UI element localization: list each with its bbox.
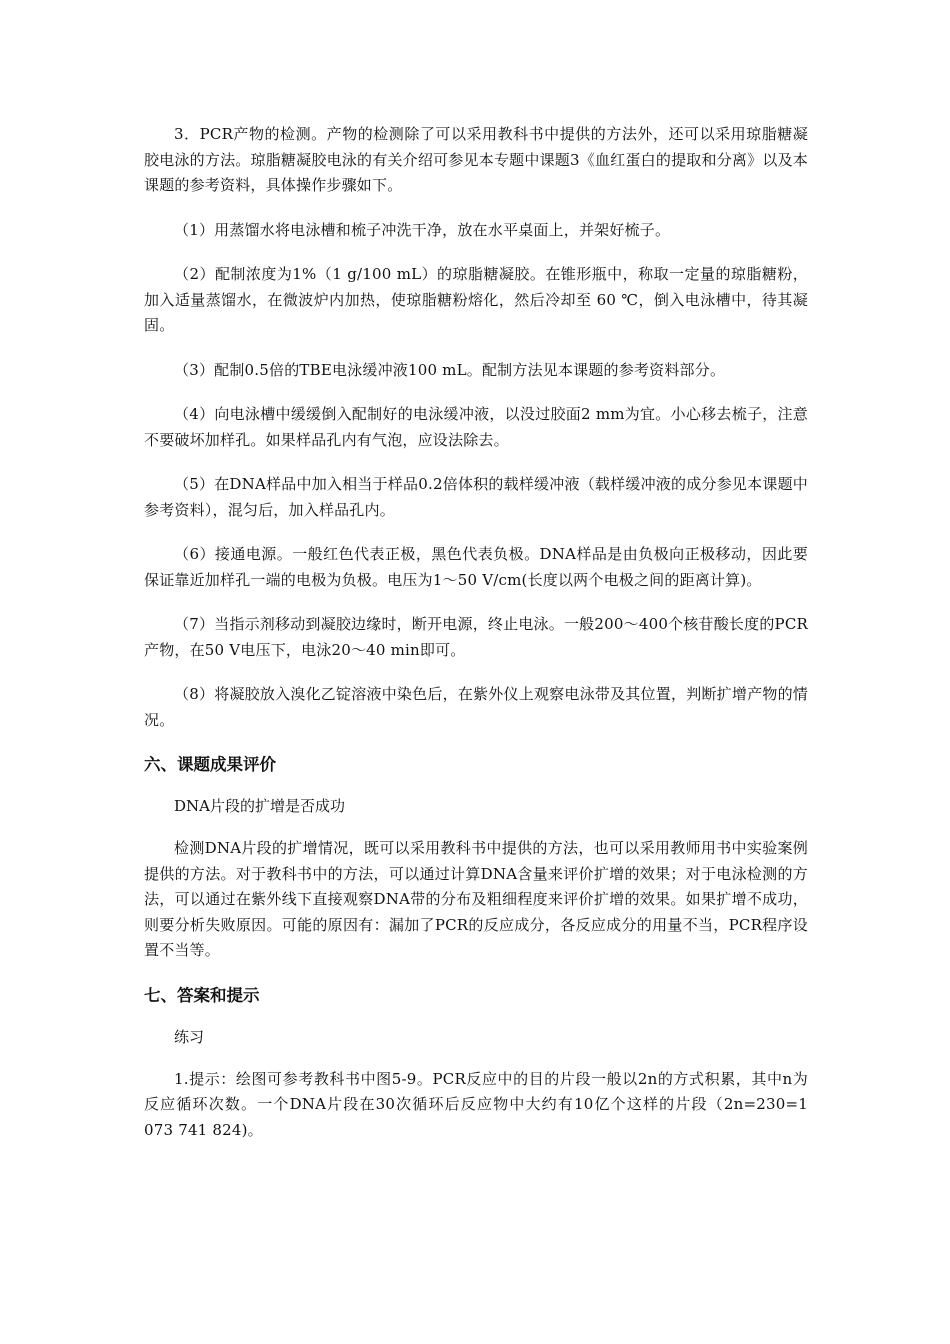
step-1-paragraph: （1）用蒸馏水将电泳槽和梳子冲洗干净，放在水平桌面上，并架好梳子。 bbox=[174, 220, 671, 239]
step-3-paragraph: （3）配制0.5倍的TBE电泳缓冲液100 mL。配制方法见本课题的参考资料部分。 bbox=[174, 360, 726, 379]
section-6-paragraph: 检测DNA片段的扩增情况，既可以采用教科书中提供的方法，也可以采用教师用书中实验案例提供的方法。对于教科书中的方法，可以通过计算DNA含量来评价扩增的效果；对于电泳检测的方法，可以通过在紫外线下直接观察DNA带的分布及粗细程度来评价扩增的效果。如果扩增不成功，则要分析失败原因。可能的原因有：漏加了PCR的反应成分，各反应成分的用量不当，PCR程序设置不当等。 bbox=[144, 839, 808, 959]
section-7-subheading: 练习 bbox=[174, 1027, 205, 1046]
document-body bbox=[144, 122, 808, 1162]
answer-1-paragraph: 1.提示：绘图可参考教科书中图5-9。PCR反应中的目的片段一般以2n的方式积累，其中n为反应循环次数。一个DNA片段在30次循环后反应物中大约有10亿个这样的片段（2n=230=1 073 741 824)。 bbox=[144, 1069, 808, 1139]
step-4-paragraph: （4）向电泳槽中缓缓倒入配制好的电泳缓冲液，以没过胶面2 mm为宜。小心移去梳子，注意不要破坏加样孔。如果样品孔内有气泡，应设法除去。 bbox=[144, 405, 808, 449]
step-2-paragraph: （2）配制浓度为1%（1 g/100 mL）的琼脂糖凝胶。在锥形瓶中，称取一定量的琼脂糖粉，加入适量蒸馏水，在微波炉内加热，使琼脂糖粉熔化，然后冷却至 60 ℃，倒入电泳槽中，待其凝固。 bbox=[144, 265, 808, 334]
step-5-paragraph: （5）在DNA样品中加入相当于样品0.2倍体积的载样缓冲液（载样缓冲液的成分参见本课题中参考资料），混匀后，加入样品孔内。 bbox=[144, 475, 808, 519]
step-6-paragraph: （6）接通电源。一般红色代表正极，黑色代表负极。DNA样品是由负极向正极移动，因此要保证靠近加样孔一端的电极为负极。电压为1～50 V/cm(长度以两个电极之间的距离计算)。 bbox=[144, 545, 808, 589]
step-8-paragraph: （8）将凝胶放入溴化乙锭溶液中染色后，在紫外仪上观察电泳带及其位置，判断扩增产物的情况。 bbox=[144, 685, 808, 729]
section-6-subheading: DNA片段的扩增是否成功 bbox=[174, 797, 345, 815]
section-7-heading: 七、答案和提示 bbox=[144, 985, 260, 1005]
paragraph-pcr-detection: 3．PCR产物的检测。产物的检测除了可以采用教科书中提供的方法外，还可以采用琼脂糖凝胶电泳的方法。琼脂糖凝胶电泳的有关介绍可参见本专题中课题3《血红蛋白的提取和分离》以及本课题的参考资料，具体操作步骤如下。 bbox=[144, 125, 808, 194]
section-6-heading: 六、课题成果评价 bbox=[144, 755, 276, 774]
step-7-paragraph: （7）当指示剂移动到凝胶边缘时，断开电源，终止电泳。一般200～400个核苷酸长度的PCR产物，在50 V电压下，电泳20～40 min即可。 bbox=[144, 615, 808, 659]
